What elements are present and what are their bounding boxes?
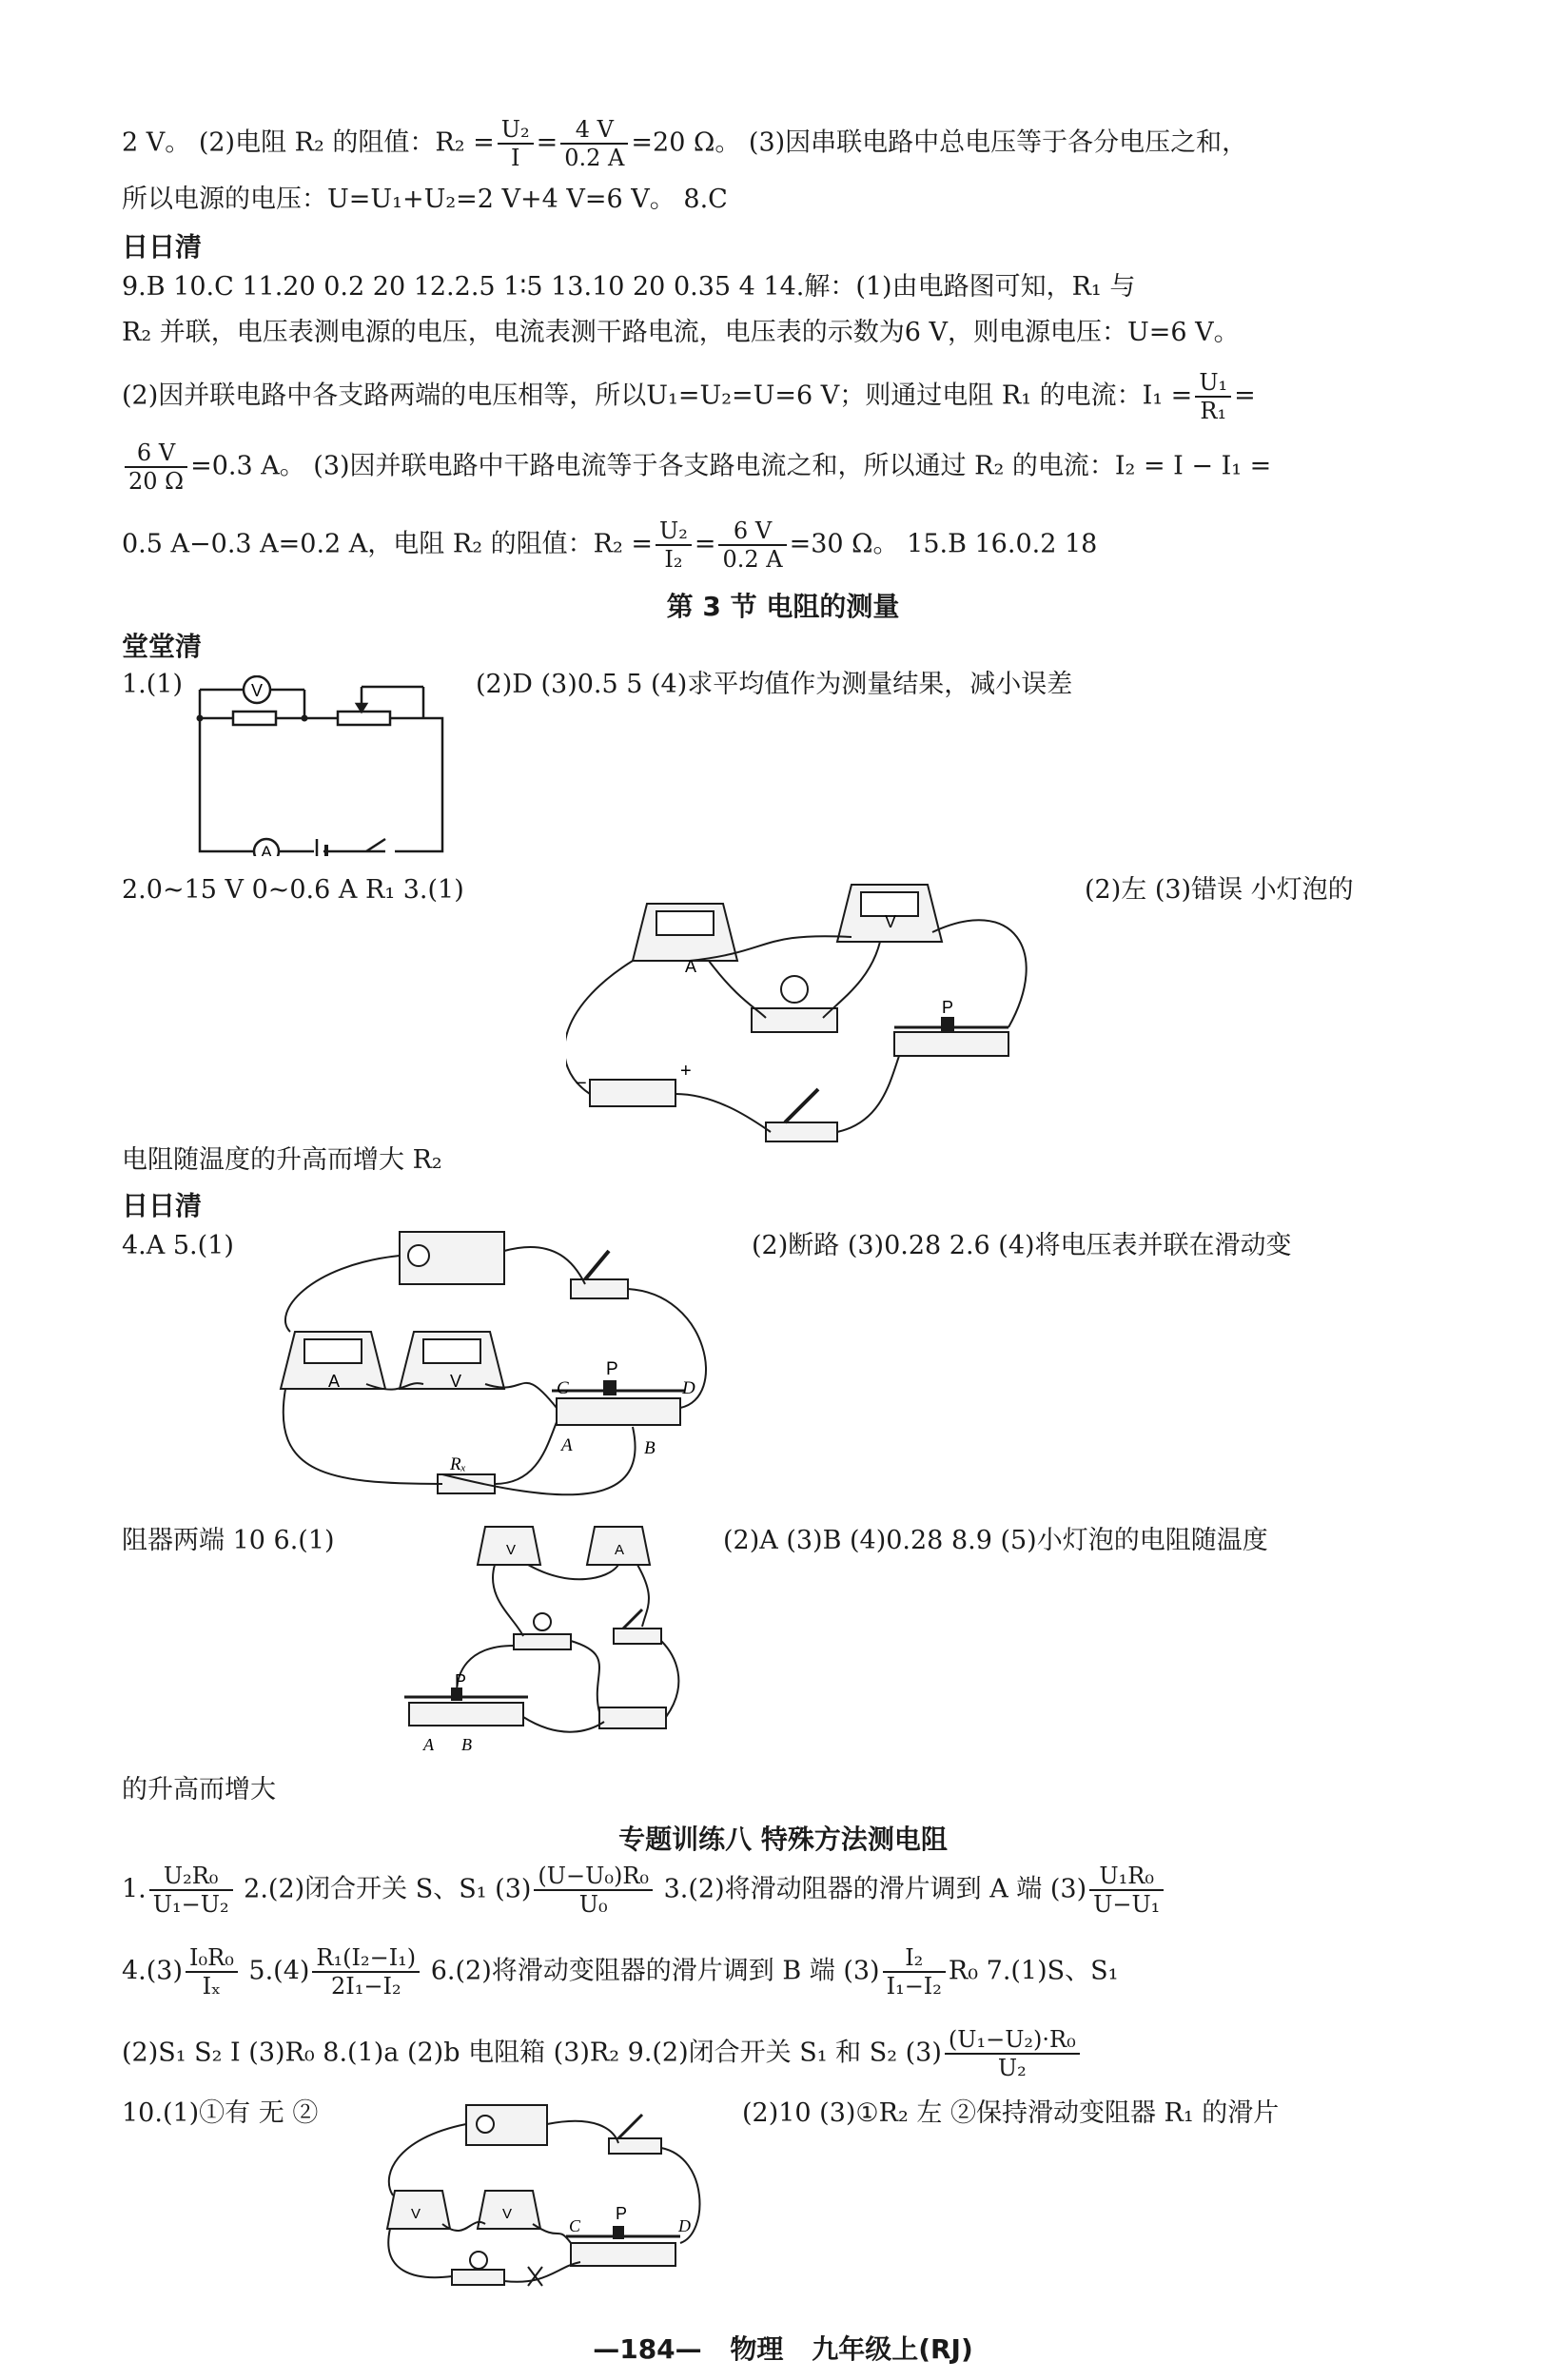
slider-label: P — [616, 2204, 628, 2223]
fraction: $\frac{\text{U₁R₀}}{\text{U−U₁}}$ — [1089, 1863, 1164, 1918]
special-line-2: 4.(3) $\frac{\text{I₀R₀}}{\text{Iₓ}}$ 5.(4) $\frac{\text{R₁(I₂−I₁)}}{\text{2I₁−I₂}}$ 6.(2)将滑动变阻器的滑片调到 B 端 (3) $\frac{\text{I₂}}{\text{I₁−I₂}}$ R₀ 7.(1)S、S₁ — [122, 1944, 1119, 2000]
subject: 物理 — [730, 2333, 784, 2365]
q10-physical-circuit — [376, 2100, 718, 2305]
fraction: $\frac{\text{U₂R₀}}{\text{U₁−U₂}}$ — [149, 1863, 233, 1918]
q6-continued: 的升高而增大 — [122, 1775, 276, 1805]
terminal-d: D — [678, 2216, 691, 2235]
section-heading-rrq: 日日清 — [122, 231, 203, 263]
voltmeter-label: V — [885, 912, 897, 931]
slider-label: P — [455, 1671, 467, 1690]
special-line-1: 1. $\frac{\text{U₂R₀}}{\text{U₁−U₂}}$ 2.(2)闭合开关 S、S₁ (3) $\frac{\text{(U−U₀)R₀}}{\text{U₀}}$ 3.(2)将滑动阻器的滑片调到 A 端 (3) $\frac{\text{U₁R₀}}{\text{U−U₁}}$ — [122, 1863, 1461, 1918]
fraction: $\frac{6 V}{20 \Omega}$ — [125, 439, 187, 495]
section-heading-rrq-2: 日日清 — [122, 1190, 203, 1221]
q2-answer: 2.0~15 V 0~0.6 A R₁ 3.(1) — [122, 875, 464, 905]
terminal-c: C — [569, 2216, 581, 2235]
terminal-d: D — [682, 1378, 695, 1398]
q6-physical-circuit — [400, 1522, 695, 1760]
fraction: $\frac{\text{(U₁−U₂)·R₀}}{\text{U₂}}$ — [945, 2026, 1080, 2081]
answer-line-5: (2)因并联电路中各支路两端的电压相等，所以U₁=U₂=U=6 V；则通过电阻 R₁ 的电流：I₁ = $\frac{\text{U₁}}{\text{R₁}}$ = — [122, 369, 1256, 424]
voltmeter-label: V — [450, 1372, 462, 1391]
answer-line-6: $\frac{6 V}{20 \Omega}$ =0.3 A。 (3)因并联电路中干路电流等于各支路电流之和，所以通过 R₂ 的电流：I₂ = I − I₁ = — [122, 439, 1461, 495]
special-line-4: 10.(1)①有 无 ② — [122, 2098, 319, 2128]
ammeter-label: A — [328, 1372, 341, 1391]
q1-label: 1.(1) — [122, 670, 184, 699]
q3-answers: (2)左 (3)错误 小灯泡的 — [1085, 875, 1354, 905]
minus-terminal: − — [576, 1073, 587, 1094]
voltmeter-label: V — [411, 2206, 421, 2222]
q3-continued: 电阻随温度的升高而增大 R₂ — [122, 1145, 442, 1175]
fraction: $\frac{\text{I₂}}{\text{I₁−I₂}}$ — [883, 1944, 946, 2000]
slider-label: P — [606, 1359, 618, 1379]
answer-line-7: 0.5 A−0.3 A=0.2 A，电阻 R₂ 的阻值：R₂ = $\frac{\text{U₂}}{\text{I₂}}$ = $\frac{6 V}{0.2 A}$ =30 Ω。 15.B 16.0.2 18 — [122, 517, 1098, 573]
answer-line-1: 2 V。 (2)电阻 R₂ 的阻值：R₂ = $\frac{\text{U₂}}{I}$ = $\frac{4 V}{0.2 A}$ =20 Ω。 (3)因串联电路中总电压等于各分电压之和， — [122, 116, 1248, 171]
page-number: —184— — [593, 2333, 702, 2365]
fraction: $\frac{\text{I₀R₀}}{\text{Iₓ}}$ — [186, 1944, 238, 2000]
special-line-3: (2)S₁ S₂ I (3)R₀ 8.(1)a (2)b 电阻箱 (3)R₂ 9.(2)闭合开关 S₁ 和 S₂ (3) $\frac{\text{(U₁−U₂)·R₀}}{\text{U₂}}$ — [122, 2026, 1461, 2081]
fraction: $\frac{\text{R₁(I₂−I₁)}}{\text{2I₁−I₂}}$ — [312, 1944, 420, 2000]
fraction: $\frac{\text{U₂}}{I}$ — [498, 116, 534, 171]
ammeter-label: A — [615, 1542, 625, 1558]
answer-line-3: 9.B 10.C 11.20 0.2 20 12.2.5 1∶5 13.10 20 0.35 4 14.解：(1)由电路图可知，R₁ 与 — [122, 272, 1136, 302]
plus-terminal: + — [680, 1061, 692, 1082]
grade: 九年级上(RJ) — [812, 2333, 973, 2365]
voltmeter-symbol: V — [250, 681, 264, 700]
q5-answers: (2)断路 (3)0.28 2.6 (4)将电压表并联在滑动变 — [752, 1231, 1292, 1260]
resistor-rx-label: Rₓ — [450, 1454, 467, 1474]
fraction: $\frac{\text{(U−U₀)R₀}}{\text{U₀}}$ — [534, 1863, 653, 1918]
fraction: $\frac{4 V}{0.2 A}$ — [560, 116, 628, 171]
slider-label: P — [942, 998, 954, 1017]
terminal-c: C — [557, 1378, 569, 1398]
fraction: $\frac{6 V}{0.2 A}$ — [718, 517, 786, 573]
q1-answers: (2)D (3)0.5 5 (4)求平均值作为测量结果，减小误差 — [476, 670, 1073, 699]
voltmeter-label-2: V — [502, 2206, 513, 2222]
q5-physical-circuit — [271, 1227, 737, 1512]
voltmeter-label: V — [506, 1542, 517, 1558]
answer-line-2: 所以电源的电压：U=U₁+U₂=2 V+4 V=6 V。 8.C — [122, 185, 728, 214]
answer-line-4: R₂ 并联，电压表测电源的电压，电流表测干路电流，电压表的示数为6 V，则电源电压：U=6 V。 — [122, 318, 1240, 347]
terminal-a: A — [561, 1435, 573, 1455]
q6-answers: (2)A (3)B (4)0.28 8.9 (5)小灯泡的电阻随温度 — [723, 1526, 1268, 1555]
q5-continued: 阻器两端 10 6.(1) — [122, 1526, 335, 1555]
page-footer — [0, 2329, 1566, 2367]
fraction: $\frac{\text{U₁}}{\text{R₁}}$ — [1195, 369, 1231, 424]
q10-answers: (2)10 (3)①R₂ 左 ②保持滑动变阻器 R₁ 的滑片 — [742, 2098, 1280, 2128]
section-title-3: 第 3 节 电阻的测量 — [666, 591, 900, 622]
terminal-a: A — [423, 1735, 434, 1754]
fraction: $\frac{\text{U₂}}{\text{I₂}}$ — [656, 517, 692, 573]
ammeter-label: A — [685, 957, 697, 976]
q3-physical-circuit — [566, 875, 1042, 1151]
section-title-special: 专题训练八 特殊方法测电阻 — [618, 1824, 948, 1855]
terminal-b: B — [461, 1735, 472, 1754]
ammeter-symbol: A — [261, 843, 272, 856]
q4-answer: 4.A 5.(1) — [122, 1231, 234, 1260]
q1-circuit-diagram — [195, 675, 452, 856]
terminal-b: B — [644, 1438, 656, 1458]
section-heading-ttq: 堂堂清 — [122, 631, 203, 662]
